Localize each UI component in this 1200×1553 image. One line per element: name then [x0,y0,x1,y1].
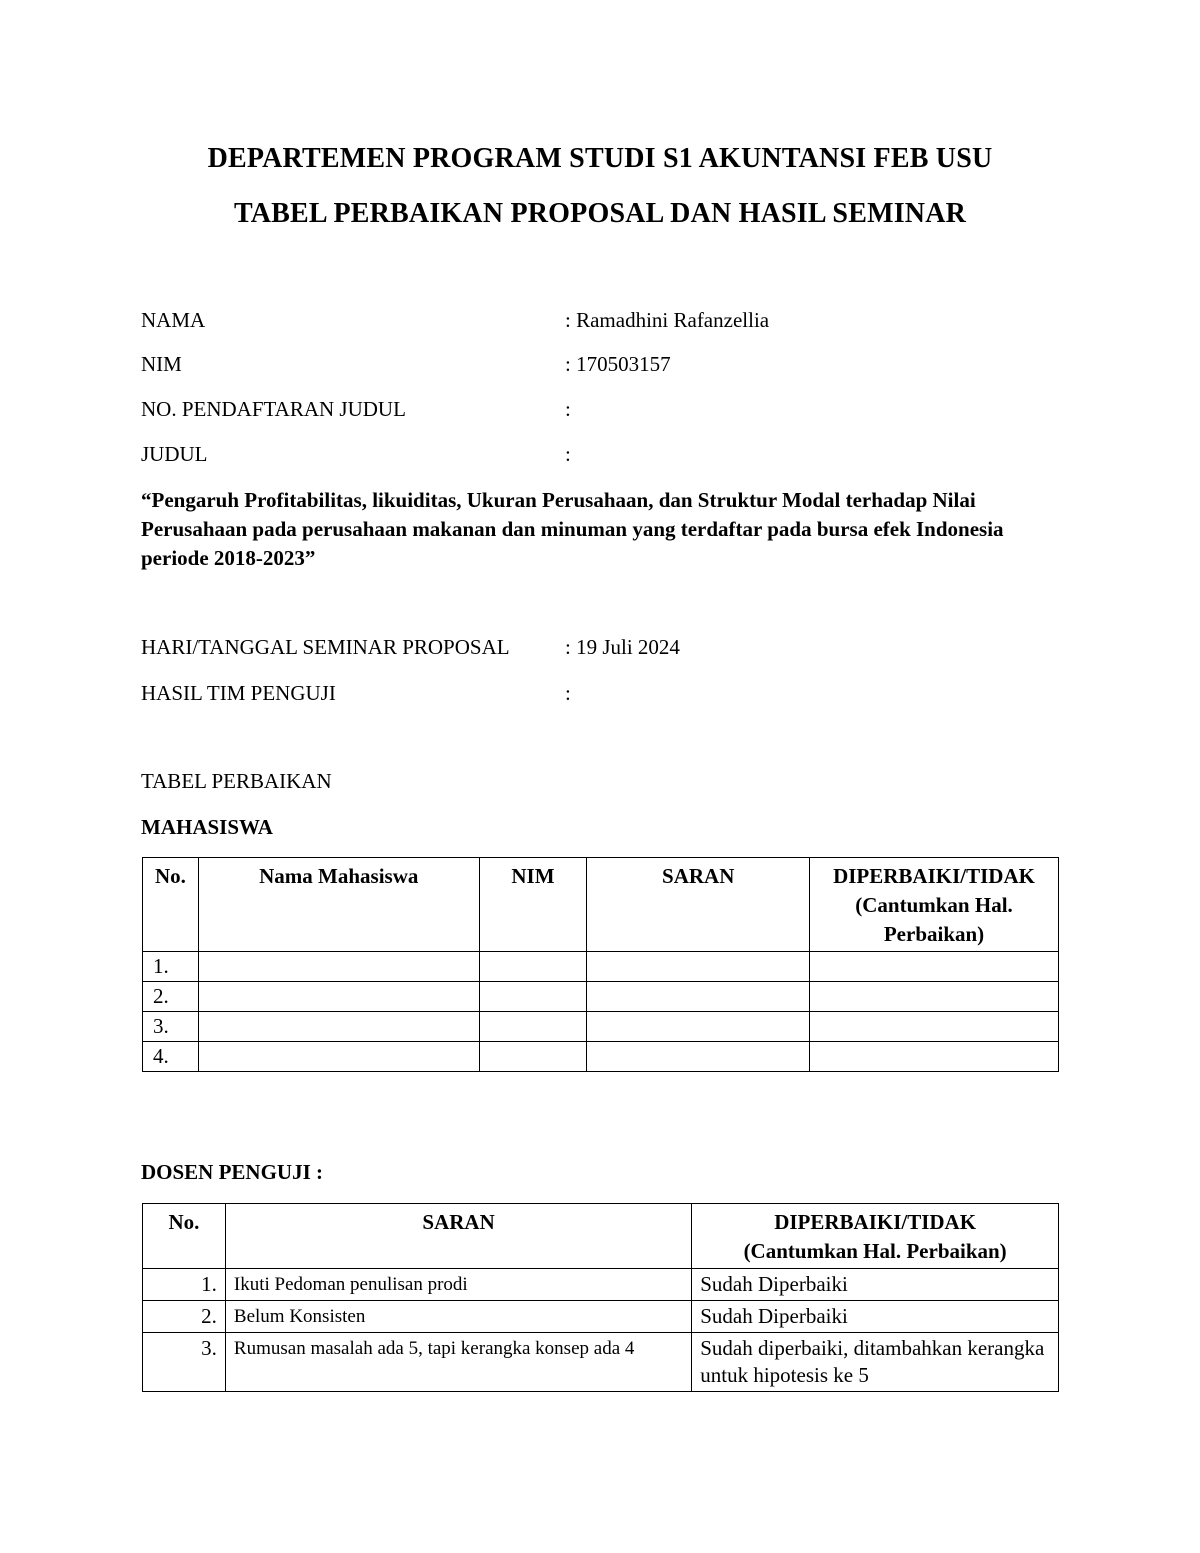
row-diperbaiki [810,1042,1059,1072]
row-saran: Belum Konsisten [225,1301,691,1333]
row-no: 2. [143,1301,226,1333]
row-nama [198,952,479,982]
col-nama-mahasiswa: Nama Mahasiswa [198,858,479,952]
row-no: 1. [143,1269,226,1301]
nim-label: NIM [141,352,182,376]
no-pendaftaran-value: : [565,397,571,421]
nama-value: : Ramadhini Rafanzellia [565,308,770,332]
row-saran [587,1012,810,1042]
row-no: 1. [143,952,199,982]
col-diperbaiki [692,1204,1059,1269]
row-diperbaiki [810,1012,1059,1042]
row-diperbaiki [810,982,1059,1012]
row-diperbaiki: Sudah diperbaiki, ditambahkan kerangka untuk hipotesis ke 5 [692,1333,1059,1392]
row-saran [587,982,810,1012]
judul-value: : [565,442,571,466]
row-nama [198,982,479,1012]
col-diperbaiki-line1: DIPERBAIKI/TIDAK [774,1210,977,1234]
hari-tanggal-value: : 19 Juli 2024 [565,635,680,659]
tabel-perbaikan-heading: TABEL PERBAIKAN [141,769,332,793]
row-saran: Rumusan masalah ada 5, tapi kerangka konsep ada 4 [225,1333,691,1392]
row-no: 3. [143,1012,199,1042]
col-no: No. [143,1204,226,1269]
row-saran [587,1042,810,1072]
table-row [143,982,1059,1012]
table-row [143,1301,1059,1333]
table-row [143,1012,1059,1042]
row-no: 4. [143,1042,199,1072]
mahasiswa-heading: MAHASISWA [141,815,273,839]
col-diperbaiki-line2: (Cantumkan Hal. Perbaikan) [743,1239,1007,1263]
hasil-tim-label: HASIL TIM PENGUJI [141,681,336,705]
document-subtitle: TABEL PERBAIKAN PROPOSAL DAN HASIL SEMINAR [233,198,967,229]
table-header-row [143,1204,1059,1269]
dosen-table [142,1203,1059,1392]
col-nim: NIM [479,858,587,952]
row-nim [479,1042,587,1072]
hasil-tim-value: : [565,681,571,705]
table-row [143,1333,1059,1392]
row-nama [198,1042,479,1072]
nim-value: : 170503157 [565,352,671,376]
table-row [143,1269,1059,1301]
dosen-penguji-heading: DOSEN PENGUJI : [141,1160,324,1184]
row-no: 2. [143,982,199,1012]
mahasiswa-table [142,857,1059,1072]
row-diperbaiki [810,952,1059,982]
no-pendaftaran-label: NO. PENDAFTARAN JUDUL [141,397,406,421]
table-row [143,952,1059,982]
col-diperbaiki: DIPERBAIKI/TIDAK (Cantumkan Hal. Perbaikan) [810,858,1059,952]
col-no: No. [143,858,199,952]
row-nama [198,1012,479,1042]
row-no: 3. [143,1333,226,1392]
row-nim [479,952,587,982]
col-saran: SARAN [225,1204,691,1269]
row-saran: Ikuti Pedoman penulisan prodi [225,1269,691,1301]
table-row [143,1042,1059,1072]
row-diperbaiki: Sudah Diperbaiki [692,1301,1059,1333]
hari-tanggal-label: HARI/TANGGAL SEMINAR PROPOSAL [141,635,510,659]
judul-text: “Pengaruh Profitabilitas, likuiditas, Ukuran Perusahaan, dan Struktur Modal terhadap Nilai Perusahaan pada perusahaan makanan dan minuman yang terdaftar pada bursa efek Indonesia periode 2018-2023” [141,488,1004,570]
row-nim [479,1012,587,1042]
col-saran: SARAN [587,858,810,952]
row-diperbaiki: Sudah Diperbaiki [692,1269,1059,1301]
nama-label: NAMA [141,308,206,332]
document-title: DEPARTEMEN PROGRAM STUDI S1 AKUNTANSI FEB USU [207,143,993,174]
row-nim [479,982,587,1012]
table-header-row [143,858,1059,952]
row-saran [587,952,810,982]
judul-label: JUDUL [141,442,208,466]
